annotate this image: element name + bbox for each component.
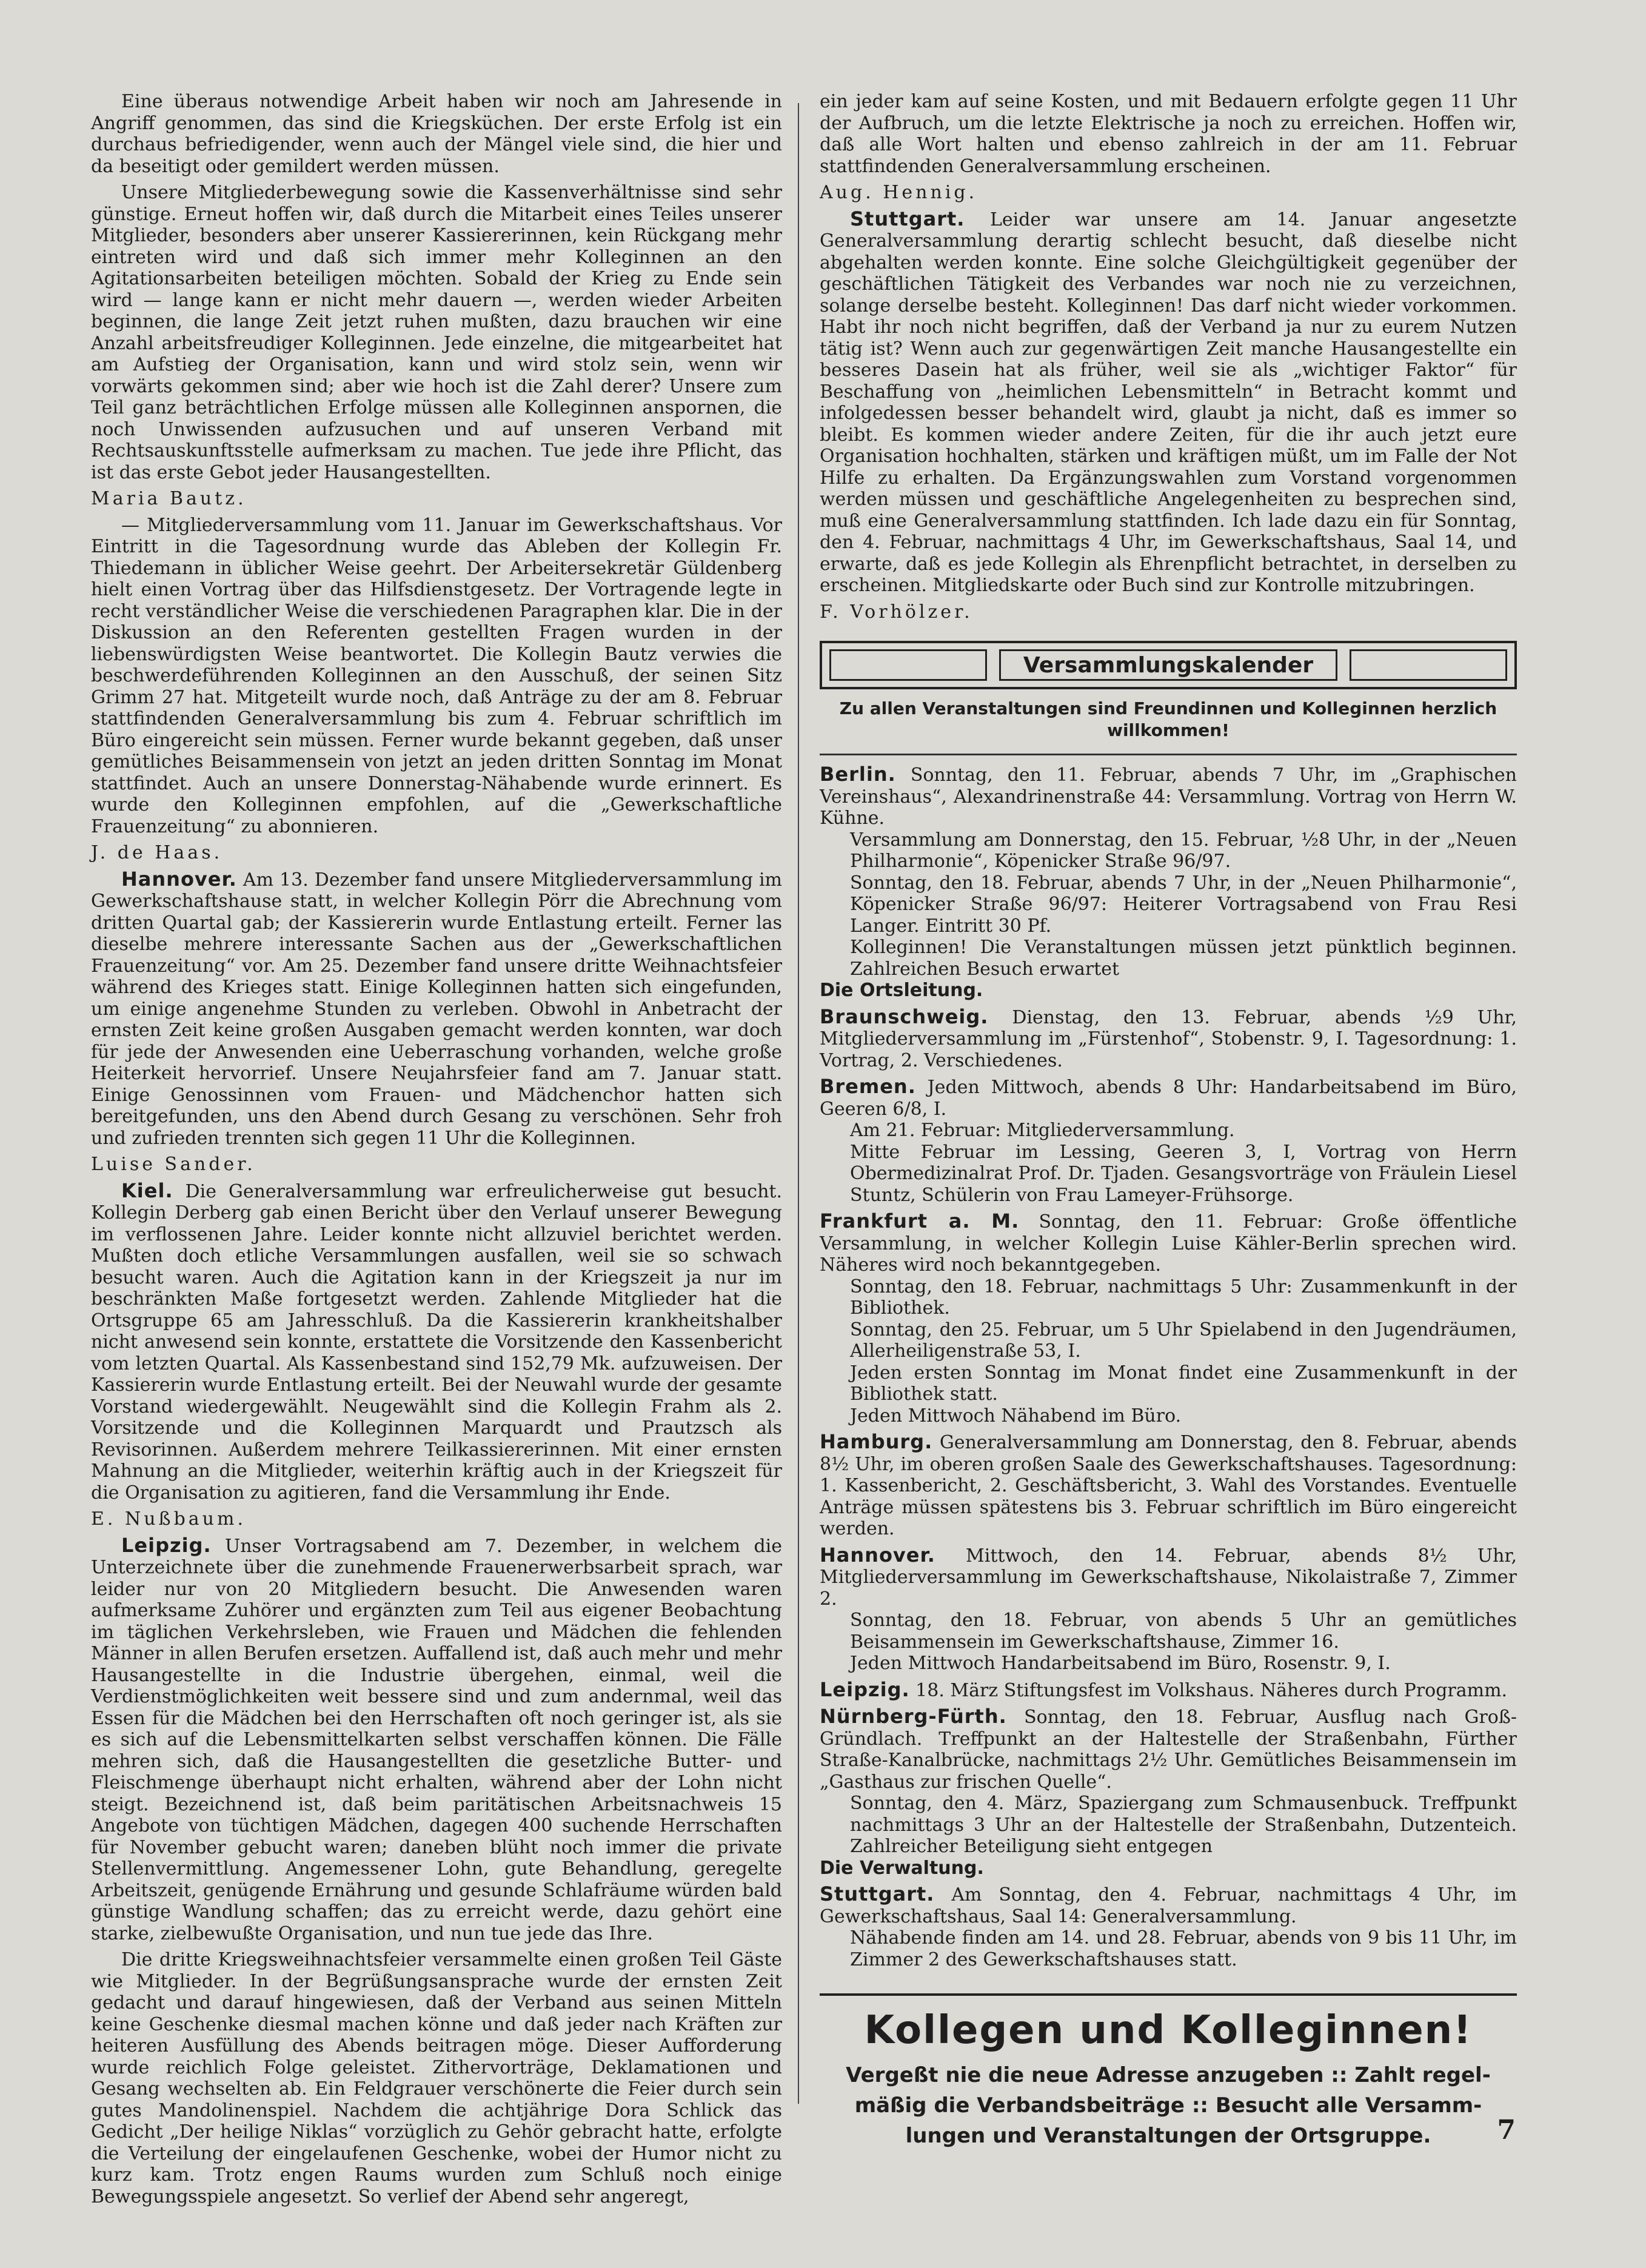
calendar-line <box>820 1142 1517 1206</box>
calendar-line <box>820 1884 1517 1927</box>
calendar-entry <box>820 1076 1517 1211</box>
article-paragraph <box>91 1180 782 1504</box>
paragraph-text: — Mitgliederversammlung vom 11. Januar im Gewerkschaftshaus. Vor Eintritt in die Tagesordnung wurde das Ableben der Kollegin Fr. Thiedemann in üblicher Weise geehrt. Der Arbeitersekretär Güldenberg hielt einen Vortrag über das Hilfsdienstgesetz. Der Vortragende legte in recht verständlicher Weise die verschiedenen Paragraphen klar. Die in der Diskussion an den Referenten gestellten Fragen wurden in der liebenswürdigsten Weise beantwortet. Die Kollegin Bautz verwies die beschwerdeführenden Kolleginnen an den Ausschuß, der seinen Sitz Grimm 27 hat. Mitgeteilt wurde noch, daß Anträge zu der am 8. Februar stattfindenden Generalversammlung bis zum 4. Februar schriftlich im Büro eingereicht sein müssen. Ferner wurde bekannt gegeben, daß unser gemütliches Beisammensein von jetzt an jeden dritten Sonntag im Monat stattfindet. Auch an unsere Donnerstag-Nähabende wurde erinnert. Es wurde den Kolleginnen empfohlen, auf die „Gewerkschaftliche Frauenzeitung“ zu abonnieren. <box>91 514 782 837</box>
calendar-line <box>820 1120 1517 1142</box>
signature: E. Nußbaum. <box>91 1508 246 1530</box>
banner-ornament-right <box>1350 649 1507 681</box>
calendar-line <box>820 829 1517 872</box>
closing-title: Kollegen und Kolleginnen! <box>864 2008 1473 2053</box>
calendar-line <box>820 1276 1517 1319</box>
calendar-line <box>820 1610 1517 1653</box>
calendar-text: Jeden ersten Sonntag im Monat findet eine Zusammenkunft in der Bibliothek statt. <box>850 1362 1517 1405</box>
calendar-entry <box>820 1706 1517 1884</box>
calendar-location: Berlin. <box>820 763 896 786</box>
calendar-line <box>820 1362 1517 1405</box>
calendar-text: Generalversammlung am Donnerstag, den 8. Februar, abends 8½ Uhr, im oberen großen Saale des Gewerkschaftshauses. Tagesordnung: 1. Kassenbericht, 2. Geschäftsbericht, 3. Wahl des Vorstandes. Eventuelle Anträge müssen spätestens bis 3. Februar schriftlich im Büro eingereicht werden. <box>820 1432 1517 1539</box>
calendar-text: Am 21. Februar: Mitgliederversammlung. <box>850 1120 1235 1141</box>
calendar-line <box>820 1405 1517 1427</box>
paragraph-text: Unsere Mitgliederbewegung sowie die Kassenverhältnisse sind sehr günstige. Erneut hoffen wir, daß durch die Mitarbeit eines Teiles unserer Mitglieder, besonders aber unserer Kassiererinnen, kein Rückgang mehr eintreten wird und daß sich immer mehr Kolleginnen an den Agitationsarbeiten beteiligen möchten. Sobald der Krieg zu Ende sein wird — lange kann er nicht mehr dauern —, werden wieder Arbeiten beginnen, die lange Zeit jetzt ruhen mußten, dazu brauchen wir eine Anzahl arbeitsfreudiger Kolleginnen. Jede einzelne, die mitgearbeitet hat am Aufstieg der Organisation, kann und wird stolz sein, wenn wir vorwärts gekommen sind; aber wie hoch ist die Zahl derer? Unsere zum Teil ganz beträchtlichen Erfolge müssen alle Kolleginnen anspornen, die noch Unwissenden aufzusuchen und auf unseren Verband mit Rechtsauskunftsstelle aufmerksam zu machen. Tue jede ihre Pflicht, das ist das erste Gebot jeder Hausangestellten. <box>91 182 782 483</box>
calendar-location: Nürnberg-Fürth. <box>820 1705 1007 1728</box>
location-heading: Stuttgart. <box>850 207 965 230</box>
calendar-title: Versammlungskalender <box>999 649 1337 681</box>
calendar-text: Nähabende finden am 14. und 28. Februar, abends von 9 bis 11 Uhr, im Zimmer 2 des Gewerkschaftshauses statt. <box>850 1927 1517 1970</box>
right-column <box>820 91 1517 2159</box>
calendar-location: Braunschweig. <box>820 1005 989 1028</box>
article-paragraph <box>91 869 782 1149</box>
calendar-line <box>820 872 1517 937</box>
banner-ornament-left <box>829 649 987 681</box>
calendar-entry <box>820 1211 1517 1431</box>
calendar-text: Sonntag, den 25. Februar, um 5 Uhr Spielabend in den Jugendräumen, Allerheiligenstraße 53, I. <box>850 1319 1517 1362</box>
calendar-entry <box>820 1431 1517 1545</box>
calendar-text: Versammlung am Donnerstag, den 15. Februar, ½8 Uhr, in der „Neuen Philharmonie“, Köpenicker Straße 96/97. <box>850 829 1517 872</box>
calendar-line <box>820 1679 1517 1702</box>
article-paragraph <box>91 182 782 483</box>
calendar-location: Frankfurt a. M. <box>820 1209 1020 1233</box>
paragraph-text: ein jeder kam auf seine Kosten, und mit Bedauern erfolgte gegen 11 Uhr der Aufbruch, um die letzte Elektrische ja noch zu erreichen. Hoffen wir, daß alle Wort halten und ebenso zahlreich in der am 11. Februar stattfindenden Generalversammlung erscheinen. <box>820 91 1517 177</box>
calendar-line <box>820 937 1517 980</box>
article-paragraph <box>91 1535 782 1945</box>
calendar-signature: Die Ortsleitung. <box>820 980 983 1001</box>
calendar-text: Am Sonntag, den 4. Februar, nachmittags 4 Uhr, im Gewerkschaftshaus, Saal 14: Generalversammlung. <box>820 1884 1517 1927</box>
paragraph-text: Die Generalversammlung war erfreulicherweise gut besucht. Kollegin Derberg gab einen Bericht über den Verlauf unserer Bewegung im verflossenen Jahre. Leider konnte nicht allzuviel berichtet werden. Mußten doch etliche Versammlungen ausfallen, weil sie so schwach besucht waren. Auch die Agitation kann in der Kriegszeit ja nur im beschränkten Maße fortgesetzt werden. Zahlende Mitglieder hat die Ortsgruppe 65 am Jahresschluß. Da die Kassiererin krankheitshalber nicht anwesend sein konnte, erstattete die Vorsitzende den Kassenbericht vom letzten Quartal. Als Kassenbestand sind 152,79 Mk. aufzuweisen. Der Kassiererin wurde Entlastung erteilt. Bei der Neuwahl wurde der gesamte Vorstand wiedergewählt. Neugewählt sind die Kollegin Frahm als 2. Vorsitzende und die Kolleginnen Marquardt und Prautzsch als Revisorinnen. Außerdem mehrere Teilkassiererinnen. Mit einer ernsten Mahnung an die Mitglieder, weiterhin kräftig auch in der Kriegszeit für die Organisation zu agitieren, fand die Versammlung ihr Ende. <box>91 1180 782 1504</box>
calendar-line <box>820 764 1517 829</box>
calendar-text: Sonntag, den 18. Februar, nachmittags 5 Uhr: Zusammenkunft in der Bibliothek. <box>850 1276 1517 1319</box>
calendar-location: Leipzig. <box>820 1678 910 1701</box>
calendar-text: Dienstag, den 13. Februar, abends ½9 Uhr, Mitgliederversammlung im „Fürstenhof“, Stobenstr. 9, I. Tagesordnung: 1. Vortrag, 2. Verschiedenes. <box>820 1006 1517 1071</box>
calendar-text: Kolleginnen! Die Veranstaltungen müssen jetzt pünktlich beginnen. Zahlreichen Besuch erwartet <box>850 937 1517 980</box>
calendar-text: Sonntag, den 11. Februar: Große öffentliche Versammlung, in welcher Kollegin Luise Kähler-Berlin sprechen wird. Näheres wird noch bekanntgegeben. <box>820 1211 1517 1276</box>
calendar-location: Hannover. <box>820 1543 935 1567</box>
calendar-location: Hamburg. <box>820 1430 933 1453</box>
calendar-line <box>820 1076 1517 1120</box>
calendar-text: Jeden Mittwoch, abends 8 Uhr: Handarbeitsabend im Büro, Geeren 6/8, I. <box>820 1077 1517 1120</box>
calendar-line <box>820 1006 1517 1072</box>
reports-continued <box>820 91 1517 623</box>
closing-notice <box>820 1993 1517 2151</box>
article-paragraph <box>820 209 1517 597</box>
paragraph-text: Unser Vortragsabend am 7. Dezember, in welchem die Unterzeichnete über die zunehmende Frauenerwerbsarbeit sprach, war leider nur von 20 Mitgliedern besucht. Die Anwesenden waren aufmerksame Zuhörer und ergänzten zum Teil aus eigener Beobachtung im täglichen Verkehrsleben, wie Frauen und Mädchen die fehlenden Männer in allen Berufen ersetzen. Auffallend ist, daß auch mehr und mehr Hausangestellte in die Industrie übergehen, einmal, weil die Verdienstmöglichkeiten weit bessere sind und zum andernmal, weil das Essen für die Mädchen bei den Herrschaften oft noch geringer ist, als sie es sich auf die Lebensmittelkarten selbst verschaffen können. Die Fälle mehren sich, daß die Hausangestellten die gesetzliche Butter- und Fleischmenge überhaupt nicht erhalten, während aber der Lohn nicht steigt. Bezeichnend ist, daß beim paritätischen Arbeitsnachweis 15 Angebote von tüchtigen Mädchen, dagegen 400 suchende Herrschaften für November gebucht waren; daneben blüht noch immer die private Stellenvermittlung. Angemessener Lohn, gute Behandlung, geregelte Arbeitszeit, genügende Ernährung und gesunde Schlafräume würden bald günstige Wandlung schaffen; das zu erreicht werde, dazu gehört eine starke, zielbewußte Organisation, und nun tue jede das Ihre. <box>91 1535 782 1944</box>
calendar-line <box>820 1793 1517 1858</box>
calendar-location: Stuttgart. <box>820 1882 935 1905</box>
closing-line: mäßig die Verbandsbeiträge :: Besucht alle Versamm- <box>854 2093 1482 2118</box>
location-heading: Hannover. <box>121 867 237 891</box>
calendar-subtitle: Zu allen Veranstaltungen sind Freundinnen und Kolleginnen herzlich willkommen! <box>839 698 1497 740</box>
closing-line: lungen und Veranstaltungen der Ortsgruppe. <box>905 2124 1431 2148</box>
calendar-signature: Die Verwaltung. <box>820 1857 984 1879</box>
calendar-events <box>820 764 1517 1975</box>
paragraph-text: Am 13. Dezember fand unsere Mitgliederversammlung im Gewerkschaftshause statt, in welcher Kollegin Pörr die Abrechnung vom dritten Quartal gab; der Kassiererin wurde Entlastung erteilt. Ferner las dieselbe mehrere interessante Sachen aus der „Gewerkschaftlichen Frauenzeitung“ vor. Am 25. Dezember fand unsere dritte Weihnachtsfeier während des Krieges statt. Einige Kolleginnen hatten sich eingefunden, um einige angenehme Stunden zu verleben. Obwohl in Anbetracht der ernsten Zeit keine großen Ausgaben gemacht werden konnten, war doch für jede der Anwesenden eine Ueberraschung vorhanden, welche große Heiterkeit hervorrief. Unsere Neujahrsfeier fand am 7. Januar statt. Einige Genossinnen vom Frauen- und Mädchenchor hatten sich bereitgefunden, uns den Abend durch Gesang zu verschönen. Sehr froh und zufrieden trennten sich gegen 11 Uhr die Kolleginnen. <box>91 869 782 1149</box>
calendar-text: Sonntag, den 18. Februar, abends 7 Uhr, in der „Neuen Philharmonie“, Köpenicker Straße 96/97: Heiterer Vortragsabend von Frau Resi Langer. Eintritt 30 Pf. <box>850 872 1517 937</box>
closing-line: Vergeßt nie die neue Adresse anzugeben :: Zahlt regel- <box>846 2063 1491 2087</box>
calendar-entry <box>820 1006 1517 1077</box>
calendar-text: Sonntag, den 4. März, Spaziergang zum Schmausenbuck. Treffpunkt nachmittags 3 Uhr an der Haltestelle der Straßenbahn, Dutzenteich. Zahlreicher Beteiligung sieht entgegen <box>850 1793 1517 1857</box>
calendar-line <box>820 1319 1517 1362</box>
calendar-text: Jeden Mittwoch Nähabend im Büro. <box>850 1405 1182 1427</box>
calendar-line <box>820 1545 1517 1610</box>
calendar-separator <box>820 754 1517 755</box>
location-heading: Leipzig. <box>121 1533 212 1557</box>
calendar-banner <box>820 641 1517 689</box>
calendar-text: Mitte Februar im Lessing, Geeren 3, I, Vortrag von Herrn Obermedizinalrat Prof. Dr. Tjaden. Gesangsvorträge von Fräulein Liesel Stuntz, Schülerin von Frau Lameyer-Frühsorge. <box>850 1141 1517 1206</box>
calendar-text: 18. März Stiftungsfest im Volkshaus. Näheres durch Programm. <box>915 1679 1508 1701</box>
location-heading: Kiel. <box>121 1179 173 1202</box>
calendar-line <box>820 1431 1517 1540</box>
calendar-entry <box>820 1545 1517 1679</box>
calendar-location: Bremen. <box>820 1075 916 1098</box>
signature: Aug. Hennig. <box>820 182 978 203</box>
calendar-entry <box>820 764 1517 1006</box>
calendar-entry <box>820 1884 1517 1975</box>
calendar-line <box>820 1653 1517 1674</box>
paragraph-text: Die dritte Kriegsweihnachtsfeier versammelte einen großen Teil Gäste wie Mitglieder. In der Begrüßungsansprache wurde der ernsten Zeit gedacht und darauf hingewiesen, daß der Verband aus seinen Mitteln keine Geschenke diesmal machen könne und daß jeder nach Kräften zur heiteren Ausfüllung des Abends beitragen möge. Dieser Aufforderung wurde reichlich Folge geleistet. Zithervorträge, Deklamationen und Gesang wechselten ab. Ein Feldgrauer verschönerte die Feier durch sein gutes Mandolinenspiel. Nachdem die achtjährige Dora Schlick das Gedicht „Der heilige Niklas“ vorzüglich zu Gehör gebracht hatte, erfolgte die Verteilung der eingelaufenen Geschenke, wobei der Humor nicht zu kurz kam. Trotz engen Raums wurden zum Schluß noch einige Bewegungsspiele angesetzt. So verlief der Abend sehr angeregt, <box>91 1949 782 2207</box>
signature: Luise Sander. <box>91 1154 256 1175</box>
left-column <box>91 91 782 2207</box>
calendar-line <box>820 1706 1517 1793</box>
article-paragraph <box>91 91 782 177</box>
article-paragraph <box>91 515 782 838</box>
calendar-text: Sonntag, den 18. Februar, Ausflug nach Groß-Gründlach. Treffpunkt an der Haltestelle der Straßenbahn, Fürther Straße-Kanalbrücke, nachmittags 2½ Uhr. Gemütliches Beisammensein im „Gasthaus zur frischen Quelle“. <box>820 1707 1517 1793</box>
calendar-line <box>820 1927 1517 1970</box>
calendar-text: Sonntag, den 11. Februar, abends 7 Uhr, im „Graphischen Vereinshaus“, Alexandrinenstraße 44: Versammlung. Vortrag von Herrn W. Kühne. <box>820 764 1517 829</box>
page-number: 7 <box>1497 2115 1516 2146</box>
article-paragraph <box>820 91 1517 177</box>
paragraph-text: Eine überaus notwendige Arbeit haben wir noch am Jahresende in Angriff genommen, das sind die Kriegsküchen. Der erste Erfolg ist ein durchaus befriedigender, wenn auch der Mängel viele sind, die hier und da beseitigt oder gemildert werden müssen. <box>91 91 782 177</box>
calendar-line <box>820 1211 1517 1276</box>
calendar-text: Mittwoch, den 14. Februar, abends 8½ Uhr, Mitgliederversammlung im Gewerkschaftshause, Nikolaistraße 7, Zimmer 2. <box>820 1545 1517 1610</box>
calendar-text: Jeden Mittwoch Handarbeitsabend im Büro, Rosenstr. 9, I. <box>850 1653 1391 1674</box>
paragraph-text: Leider war unsere am 14. Januar angesetzte Generalversammlung derartig schlecht besucht, daß dieselbe nicht abgehalten werden konnte. Eine solche Gleichgültigkeit gegenüber der geschäftlichen Tätigkeit des Verbandes war noch nie zu verzeichnen, solange derselbe besteht. Kolleginnen! Das darf nicht wieder vorkommen. Habt ihr noch nicht begriffen, daß der Verband ja nur zu eurem Nutzen tätig ist? Wenn auch zur gegenwärtigen Zeit manche Hausangestellte ein besseres Dasein hat als früher, weil sie als „wichtiger Faktor“ für Beschaffung von „heimlichen Lebensmitteln“ in Betracht kommt und infolgedessen besser behandelt wird, glaubt ja nicht, daß es immer so bleibt. Es kommen wieder andere Zeiten, für die ihr auch jetzt eure Organisation hochhalten, stärken und kräftigen müßt, um im Falle der Not Hilfe zu erhalten. Da Ergänzungswahlen zum Vorstand vorgenommen werden müssen und geschäftliche Angelegenheiten zu besprechen sind, muß eine Generalversammlung stattfinden. Ich lade dazu ein für Sonntag, den 4. Februar, nachmittags 4 Uhr, im Gewerkschaftshaus, Saal 14, und erwarte, daß es jede Kollegin als Ehrenpflicht betrachtet, in derselben zu erscheinen. Mitgliedskarte oder Buch sind zur Kontrolle mitzubringen. <box>820 209 1517 596</box>
column-divider <box>798 103 799 2104</box>
article-paragraph <box>91 1949 782 2207</box>
calendar-entry <box>820 1679 1517 1707</box>
signature: Maria Bautz. <box>91 488 247 509</box>
signature: J. de Haas. <box>91 842 223 863</box>
signature: F. Vorhölzer. <box>820 601 973 623</box>
calendar-text: Sonntag, den 18. Februar, von abends 5 Uhr an gemütliches Beisammensein im Gewerkschaftshause, Zimmer 16. <box>850 1610 1517 1653</box>
